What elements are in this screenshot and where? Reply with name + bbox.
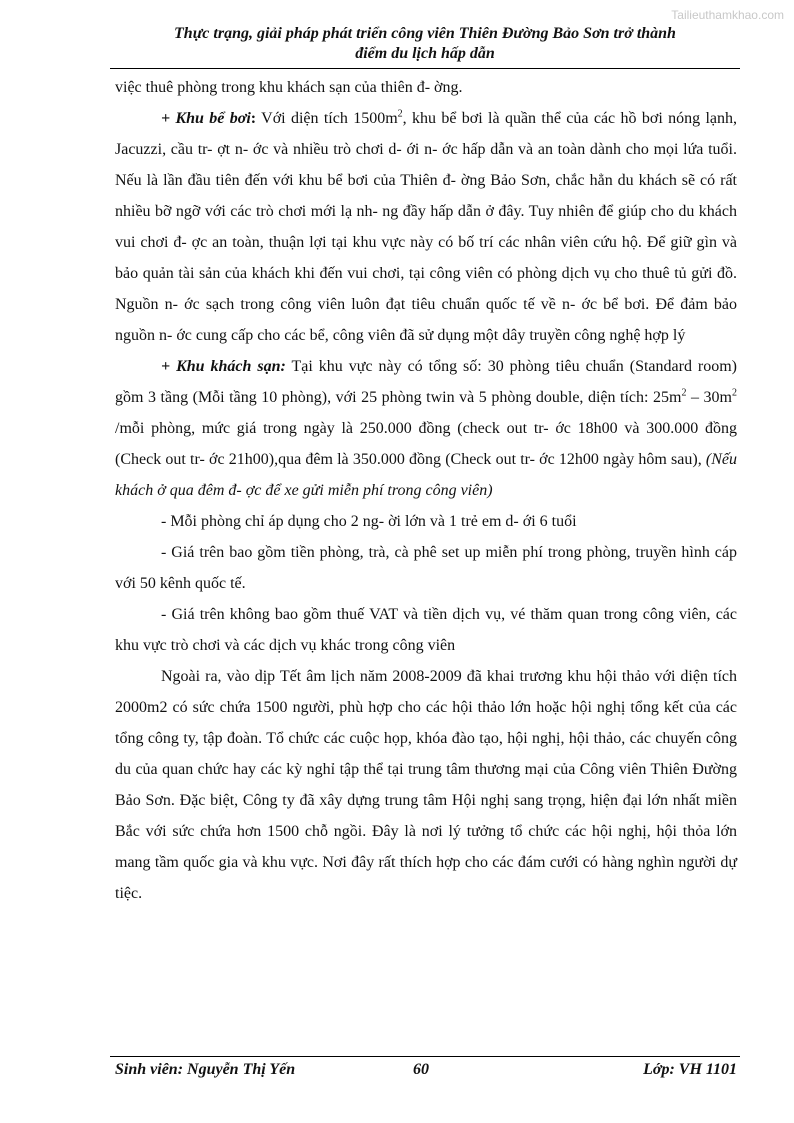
hotel-superscript-2: 2 — [732, 387, 737, 399]
page-footer — [115, 1061, 737, 1085]
paragraph-intro: việc thuê phòng trong khu khách sạn của thiên đ- ờng. — [115, 79, 463, 96]
bullet-excluded: - Giá trên không bao gồm thuế VAT và tiền dịch vụ, vé thăm quan trong công viên, các khu vực trò chơi và các dịch vụ khác trong công viên — [115, 606, 737, 654]
pool-superscript: 2 — [397, 108, 403, 120]
watermark: Tailieuthamkhao.com — [671, 8, 784, 22]
hotel-heading: + Khu khách sạn: — [161, 358, 286, 375]
paragraph-conference: Ngoài ra, vào dịp Tết âm lịch năm 2008-2009 đã khai trương khu hội thảo với diện tích 2000m2 có sức chứa 1500 người, phù hợp cho các hội thảo lớn hoặc hội nghị tổng kết của các tổng công ty, tập đoàn. Tổ chức các cuộc họp, khóa đào tạo, hội nghị, hội thảo, các chuyến công du của quan chức hay các kỳ nghỉ tập thể tại trung tâm thương mại của Công viên Thiên Đường Bảo Sơn. Đặc biệt, Công ty đã xây dựng trung tâm Hội nghị sang trọng, hiện đại lớn nhất miền Bắc với sức chứa hơn 1500 chỗ ngồi. Đây là nơi lý tưởng tổ chức các hội nghị, hội thỏa lớn mang tầm quốc gia và khu vực. Nơi đây rất thích hợp cho các đám cưới có hàng nghìn người dự tiệc. — [115, 668, 737, 902]
pool-heading-colon: : — [250, 110, 257, 127]
page-number: 60 — [413, 1061, 429, 1078]
page-header — [110, 24, 740, 64]
hotel-note: (Nếu khách ở qua đêm đ- ợc để xe gửi miễn phí trong công viên) — [115, 451, 737, 499]
pool-text-1: Với diện tích 1500m — [256, 110, 398, 127]
footer-class: Lớp: VH 1101 — [643, 1061, 737, 1078]
footer-divider — [110, 1056, 740, 1057]
hotel-text-1: Tại khu vực này có tổng số: 30 phòng tiêu chuẩn (Standard room) gồm 3 tầng (Mỗi tầng 10 phòng), với 25 phòng twin và 5 phòng double, diện tích: 25m — [115, 358, 738, 406]
bullet-included: - Giá trên bao gồm tiền phòng, trà, cà phê set up miễn phí trong phòng, truyền hình cáp với 50 kênh quốc tế. — [115, 544, 737, 592]
header-divider — [110, 68, 740, 69]
pool-heading: + Khu bể bơi — [161, 110, 251, 127]
pool-text-2: , khu bể bơi là quần thể của các hồ bơi nóng lạnh, Jacuzzi, cầu tr- ợt n- ớc và nhiều trò chơi d- ới n- ớc hấp dẫn và an toàn dành cho mọi lứa tuổi. Nếu là lần đầu tiên đến với khu bể bơi của Thiên đ- ờng Bảo Sơn, chắc hẳn du khách sẽ có rất nhiều bỡ ngỡ với các trò chơi mới lạ nh- ng đầy hấp dẫn ở đây. Tuy nhiên để giúp cho du khách vui chơi đ- ợc an toàn, thuận lợi tại khu vực này có bố trí các nhân viên cứu hộ. Để giữ gìn và bảo quản tài sản của khách khi đến vui chơi, tại công viên có phòng dịch vụ cho thuê tủ gửi đồ. Nguồn n- ớc sạch trong công viên luôn đạt tiêu chuẩn quốc tế về n- ớc bể bơi. Để đảm bảo nguồn n- ớc cung cấp cho các bể, công viên đã sử dụng một dây truyền công nghệ hợp lý — [115, 110, 738, 344]
paragraph-hotel — [115, 351, 737, 506]
paragraph-pool — [115, 103, 737, 351]
bullet-occupancy: - Mỗi phòng chỉ áp dụng cho 2 ng- ời lớn và 1 trẻ em d- ới 6 tuổi — [161, 513, 577, 530]
footer-student: Sinh viên: Nguyễn Thị Yến — [115, 1061, 296, 1078]
hotel-superscript-1: 2 — [681, 387, 687, 399]
hotel-text-2: – 30m — [686, 389, 732, 406]
header-title-line-2: điểm du lịch hấp dẫn — [355, 45, 495, 62]
hotel-text-3: /mỗi phòng, mức giá trong ngày là 250.000 đồng (check out tr- ớc 18h00 và 300.000 đồng (Check out tr- ớc 21h00),qua đêm là 350.000 đồng (Check out tr- ớc 12h00 ngày hôm sau), — [115, 420, 737, 468]
header-title-line-1: Thực trạng, giải pháp phát triển công viên Thiên Đường Bảo Sơn trở thành — [174, 25, 676, 42]
document-body — [115, 72, 737, 909]
